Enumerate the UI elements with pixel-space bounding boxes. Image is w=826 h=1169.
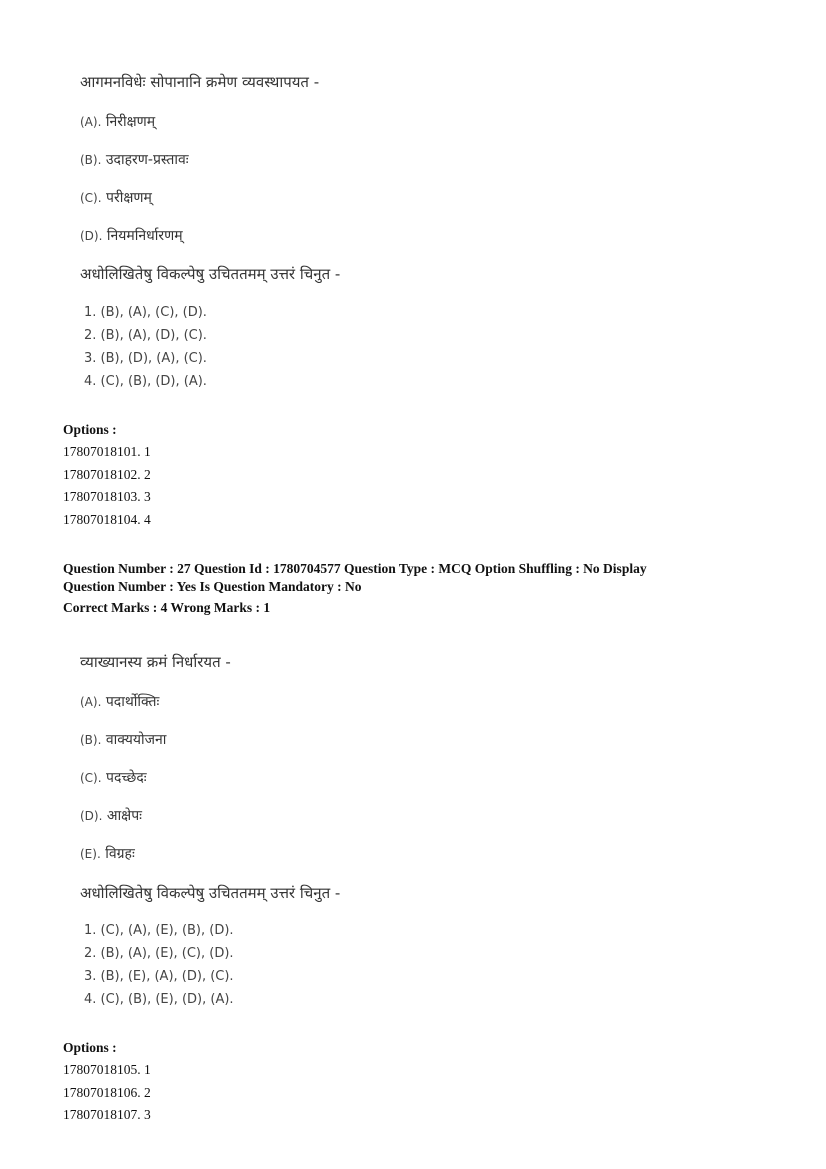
- item-text: नियमनिर्धारणम्: [106, 228, 183, 244]
- q26-choice-3: 3. (B), (D), (A), (C).: [84, 351, 207, 366]
- item-label: (D).: [80, 229, 103, 243]
- item-label: (A).: [80, 695, 102, 709]
- item-text: परीक्षणम्: [106, 190, 152, 206]
- q27-item-b: [80, 730, 166, 749]
- q27-item-e: [80, 844, 135, 863]
- item-label: (B).: [80, 153, 102, 167]
- item-label: (B).: [80, 733, 102, 747]
- q26-choice-1: 1. (B), (A), (C), (D).: [84, 305, 207, 320]
- q27-choice-1: 1. (C), (A), (E), (B), (D).: [84, 923, 234, 938]
- q27-item-a: [80, 692, 159, 711]
- item-label: (D).: [80, 809, 103, 823]
- item-label: (C).: [80, 191, 102, 205]
- item-label: (C).: [80, 771, 102, 785]
- q26-option-1: 17807018101. 1: [63, 444, 151, 459]
- q26-prompt: आगमनविधेः सोपानानि क्रमेण व्यवस्थापयत -: [80, 73, 320, 91]
- q27-options-heading: Options :: [63, 1040, 117, 1055]
- item-text: निरीक्षणम्: [105, 114, 156, 130]
- q26-item-d: [80, 226, 183, 245]
- q27-prompt: व्याख्यानस्य क्रमं निर्धारयत -: [80, 653, 231, 671]
- q26-item-c: [80, 188, 152, 207]
- q27-option-1: 17807018105. 1: [63, 1062, 151, 1077]
- item-text: वाक्ययोजना: [105, 732, 167, 748]
- item-text: पदच्छेदः: [106, 770, 147, 786]
- q26-option-4: 17807018104. 4: [63, 512, 151, 527]
- q27-choice-2: 2. (B), (A), (E), (C), (D).: [84, 946, 234, 961]
- q27-item-d: [80, 806, 142, 825]
- q26-option-2: 17807018102. 2: [63, 467, 151, 482]
- item-text: विग्रहः: [105, 846, 135, 862]
- q26-options-heading: Options :: [63, 422, 117, 437]
- item-label: (E).: [80, 847, 101, 861]
- q27-option-3: 17807018107. 3: [63, 1107, 151, 1122]
- q27-choice-3: 3. (B), (E), (A), (D), (C).: [84, 969, 234, 984]
- q27-meta-line2: Question Number : Yes Is Question Mandatory : No: [63, 579, 362, 594]
- q27-option-2: 17807018106. 2: [63, 1085, 151, 1100]
- q26-item-b: [80, 150, 189, 169]
- q27-meta-line1: Question Number : 27 Question Id : 1780704577 Question Type : MCQ Option Shuffling : No Display: [63, 561, 647, 576]
- q26-instruction: अधोलिखितेषु विकल्पेषु उचिततमम् उत्तरं चिनुत -: [80, 265, 341, 283]
- item-text: उदाहरण-प्रस्तावः: [105, 152, 189, 168]
- q27-meta-line3: Correct Marks : 4 Wrong Marks : 1: [63, 600, 271, 615]
- q26-choice-4: 4. (C), (B), (D), (A).: [84, 374, 207, 389]
- q27-instruction: अधोलिखितेषु विकल्पेषु उचिततमम् उत्तरं चिनुत -: [80, 884, 341, 902]
- item-text: पदार्थोक्तिः: [105, 694, 160, 710]
- item-text: आक्षेपः: [106, 808, 143, 824]
- q26-option-3: 17807018103. 3: [63, 489, 151, 504]
- q27-item-c: [80, 768, 147, 787]
- q27-choice-4: 4. (C), (B), (E), (D), (A).: [84, 992, 234, 1007]
- q26-item-a: [80, 112, 155, 131]
- q26-choice-2: 2. (B), (A), (D), (C).: [84, 328, 207, 343]
- item-label: (A).: [80, 115, 102, 129]
